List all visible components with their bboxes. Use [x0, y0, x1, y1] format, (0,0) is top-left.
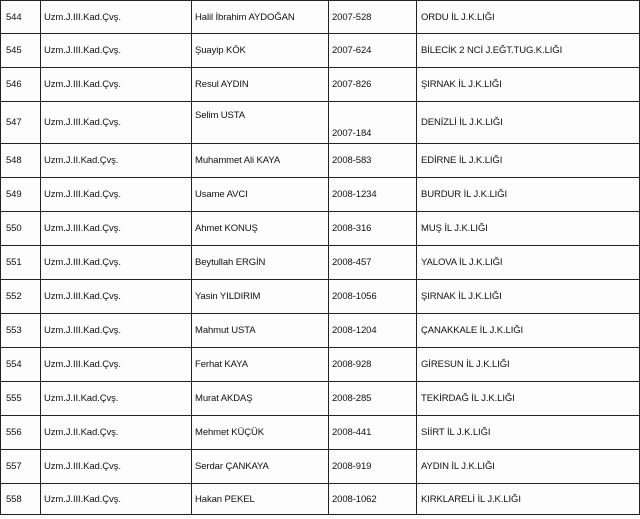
- personnel-table-body: [1, 1, 640, 515]
- unit-cell: DENİZLİ İL J.K.LIĞI: [417, 102, 640, 144]
- registry-number-cell: 2008-285: [329, 382, 417, 416]
- row-number-cell: 550: [1, 212, 41, 246]
- table-row: [1, 144, 640, 178]
- table-row: [1, 484, 640, 515]
- table-row: [1, 102, 640, 144]
- table-row: [1, 314, 640, 348]
- name-cell: Mahmut USTA: [192, 314, 329, 348]
- rank-cell: Uzm.J.III.Kad.Çvş.: [41, 68, 192, 102]
- rank-cell: Uzm.J.III.Kad.Çvş.: [41, 484, 192, 515]
- row-number-cell: 555: [1, 382, 41, 416]
- row-number-cell: 551: [1, 246, 41, 280]
- name-cell: Beytullah ERGİN: [192, 246, 329, 280]
- unit-cell: SİİRT İL J.K.LIĞI: [417, 416, 640, 450]
- unit-cell: YALOVA İL J.K.LIĞI: [417, 246, 640, 280]
- registry-number-cell: 2008-1056: [329, 280, 417, 314]
- unit-cell: ŞIRNAK İL J.K.LIĞI: [417, 280, 640, 314]
- table-row: [1, 450, 640, 484]
- row-number-cell: 556: [1, 416, 41, 450]
- name-cell: Murat AKDAŞ: [192, 382, 329, 416]
- table-row: [1, 382, 640, 416]
- unit-cell: ÇANAKKALE İL J.K.LIĞI: [417, 314, 640, 348]
- unit-cell: ŞIRNAK İL J.K.LIĞI: [417, 68, 640, 102]
- name-cell: Ahmet KONUŞ: [192, 212, 329, 246]
- name-cell: Selim USTA: [192, 102, 329, 144]
- table-row: [1, 348, 640, 382]
- registry-number-cell: 2008-928: [329, 348, 417, 382]
- row-number-cell: 558: [1, 484, 41, 515]
- row-number-cell: 545: [1, 34, 41, 68]
- table-row: [1, 34, 640, 68]
- table-row: [1, 280, 640, 314]
- rank-cell: Uzm.J.II.Kad.Çvş.: [41, 144, 192, 178]
- name-cell: Ferhat KAYA: [192, 348, 329, 382]
- name-cell: Resul AYDIN: [192, 68, 329, 102]
- rank-cell: Uzm.J.III.Kad.Çvş.: [41, 34, 192, 68]
- unit-cell: TEKİRDAĞ İL J.K.LIĞI: [417, 382, 640, 416]
- name-cell: Mehmet KÜÇÜK: [192, 416, 329, 450]
- unit-cell: BURDUR İL J.K.LIĞI: [417, 178, 640, 212]
- name-cell: Hakan PEKEL: [192, 484, 329, 515]
- unit-cell: MUŞ İL J.K.LIĞI: [417, 212, 640, 246]
- name-cell: Yasin YILDIRIM: [192, 280, 329, 314]
- name-cell: Usame AVCI: [192, 178, 329, 212]
- rank-cell: Uzm.J.III.Kad.Çvş.: [41, 1, 192, 34]
- name-cell: Halil İbrahim AYDOĞAN: [192, 1, 329, 34]
- table-row: [1, 68, 640, 102]
- registry-number-cell: 2008-919: [329, 450, 417, 484]
- rank-cell: Uzm.J.III.Kad.Çvş.: [41, 212, 192, 246]
- registry-number-cell: 2008-1062: [329, 484, 417, 515]
- registry-number-cell: 2008-1234: [329, 178, 417, 212]
- unit-cell: GİRESUN İL J.K.LIĞI: [417, 348, 640, 382]
- rank-cell: Uzm.J.III.Kad.Çvş.: [41, 178, 192, 212]
- table-row: [1, 416, 640, 450]
- table-row: [1, 212, 640, 246]
- unit-cell: EDİRNE İL J.K.LIĞI: [417, 144, 640, 178]
- rank-cell: Uzm.J.II.Kad.Çvş.: [41, 416, 192, 450]
- table-row: [1, 178, 640, 212]
- unit-cell: BİLECİK 2 NCİ J.EĞT.TUG.K.LIĞI: [417, 34, 640, 68]
- name-cell: Serdar ÇANKAYA: [192, 450, 329, 484]
- row-number-cell: 546: [1, 68, 41, 102]
- table-row: [1, 246, 640, 280]
- table-row: [1, 1, 640, 34]
- registry-number-cell: 2008-457: [329, 246, 417, 280]
- row-number-cell: 549: [1, 178, 41, 212]
- registry-number-cell: 2008-316: [329, 212, 417, 246]
- registry-number-cell: 2007-624: [329, 34, 417, 68]
- unit-cell: KIRKLARELİ İL J.K.LIĞI: [417, 484, 640, 515]
- rank-cell: Uzm.J.III.Kad.Çvş.: [41, 246, 192, 280]
- rank-cell: Uzm.J.III.Kad.Çvş.: [41, 314, 192, 348]
- unit-cell: AYDIN İL J.K.LIĞI: [417, 450, 640, 484]
- row-number-cell: 552: [1, 280, 41, 314]
- registry-number-cell: 2008-1204: [329, 314, 417, 348]
- rank-cell: Uzm.J.III.Kad.Çvş.: [41, 102, 192, 144]
- row-number-cell: 547: [1, 102, 41, 144]
- name-cell: Şuayip KÖK: [192, 34, 329, 68]
- rank-cell: Uzm.J.II.Kad.Çvş.: [41, 382, 192, 416]
- name-cell: Muhammet Ali KAYA: [192, 144, 329, 178]
- rank-cell: Uzm.J.III.Kad.Çvş.: [41, 450, 192, 484]
- unit-cell: ORDU İL J.K.LIĞI: [417, 1, 640, 34]
- row-number-cell: 544: [1, 1, 41, 34]
- row-number-cell: 554: [1, 348, 41, 382]
- registry-number-cell: 2007-826: [329, 68, 417, 102]
- rank-cell: Uzm.J.III.Kad.Çvş.: [41, 280, 192, 314]
- row-number-cell: 553: [1, 314, 41, 348]
- registry-number-cell: 2008-583: [329, 144, 417, 178]
- rank-cell: Uzm.J.III.Kad.Çvş.: [41, 348, 192, 382]
- row-number-cell: 557: [1, 450, 41, 484]
- registry-number-cell: 2008-441: [329, 416, 417, 450]
- registry-number-cell: 2007-528: [329, 1, 417, 34]
- row-number-cell: 548: [1, 144, 41, 178]
- registry-number-cell: 2007-184: [329, 102, 417, 144]
